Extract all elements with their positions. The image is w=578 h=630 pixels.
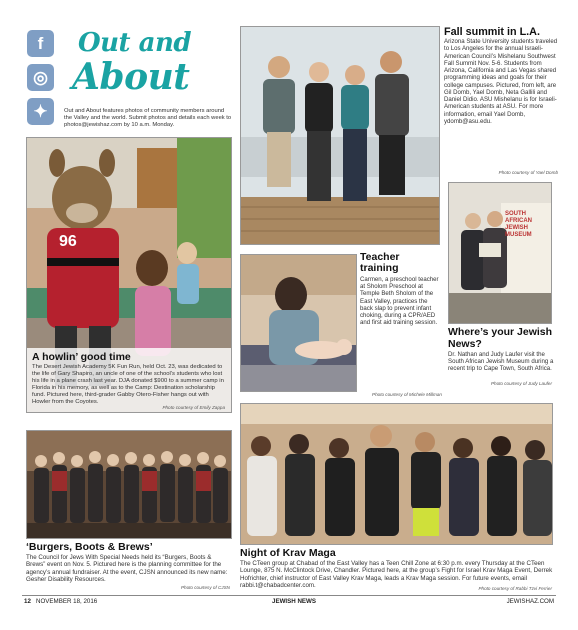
teacher-training-photo [240,254,357,392]
krav-maga-body: The CTeen group at Chabad of the East Valley has a Teen Chill Zone at 6:30 p.m. every Thursday at the CTeen Lounge, 875 N. McClintock Drive, Chandler. Pictured here, at the group’s Fight for Israel Krav Maga Event, Derrek Hofrichter, chief instructor of East Valley Krav Maga, leads a Krav Maga session. For future events, email rabbi.t@chabadcenter.com. [240,560,553,589]
jewish-news-headline: Where’s your Jewish News? [448,326,553,350]
jersey-number: 96 [59,233,77,250]
burgers-body: The Council for Jews With Special Needs held its “Burgers, Boots & Brews” event on Nov. 5. Pictured here is the planning committee for the agency’s annual fundraiser. At the event, CJSN announced its new name: Gesher Disability Resources. [26,554,228,583]
jewish-news-body: Dr. Nathan and Judy Laufer visit the South African Jewish Museum during a recent trip to Cape Town, South Africa. [448,351,554,373]
burgers-headline: ‘Burgers, Boots & Brews’ [26,541,153,553]
footer-rule [22,595,556,596]
jewish-news-photo [448,182,552,324]
krav-maga-photo [240,403,553,545]
fun-run-headline: A howlin’ good time [32,351,131,363]
la-credit: Photo courtesy of Yael Domb [498,170,558,175]
teacher-body: Carmen, a preschool teacher at Sholom Preschool at Temple Beth Sholom of the East Valley, practices the back slap to prevent infant choking, during a CPR/AED and first aid training session. [360,276,439,327]
footer-website[interactable]: JEWISHAZ.COM [506,598,554,605]
instagram-icon[interactable] [27,64,54,91]
burgers-photo [26,430,232,539]
fun-run-photo [26,137,232,413]
teacher-credit: Photo courtesy of Michele Millman [372,392,442,397]
masthead [68,26,228,106]
twitter-icon[interactable] [27,98,54,125]
la-headline: Fall summit in L.A. [444,26,540,38]
footer-publication: JEWISH NEWS [272,598,317,605]
footer-page-number: 12 [24,598,31,605]
fun-run-caption [27,348,231,412]
burgers-credit: Photo courtesy of CJSN [180,585,230,590]
twitter-glyph: ✦ [33,101,48,121]
facebook-icon[interactable] [27,30,54,57]
krav-maga-headline: Night of Krav Maga [240,547,336,559]
teacher-headline: Teacher training [360,251,400,274]
footer [22,597,556,607]
instagram-glyph: ◎ [33,67,48,87]
krav-maga-credit: Photo courtesy of Rabbi Tzvi Ferrier [478,586,552,591]
museum-sign: SOUTH AFRICAN JEWISH MUSEUM [505,211,532,238]
masthead-line2: About [72,56,190,98]
la-body: Arizona State University students traveled to Los Angeles for the annual Israeli-American Council’s Mishelanu Southwest Fall Summit Nov. 5-6. Students from Arizona, California and Las Vegas shared programming ideas and goals for their college campuses. Pictured, from left, are Gil Domb, Yael Domb, Neta Gallili and Daniel Didio. ASU Mishelanu is for Israeli-American students at ASU. For more information, email Yael Domb, ydomb@asu.edu. [444,38,558,125]
jewish-news-credit: Photo courtesy of Judy Laufer [490,381,552,386]
la-summit-photo [240,26,440,245]
fun-run-body: The Desert Jewish Academy 5K Fun Run, held Oct. 23, was dedicated to the life of Gary Shapiro, an uncle of one of the school’s students who lost his life in a plane crash last year. DJA donated $900 to a summer camp in Florida in his memory, as well as to the Camp: Destination scholarship fund. Pictured here, third-grader Gabby Otero-Fisher hangs out with Howler from the Coyotes. [32,364,224,405]
fun-run-credit: Photo courtesy of Emily Zappa [162,405,225,410]
masthead-line1: Out and [78,28,192,58]
facebook-glyph: f [37,33,44,53]
masthead-intro: Out and About features photos of community members around the Valley and the world. Submit photos and details each week to photos@jewishaz.com by 10 a.m. Monday. [64,108,232,128]
footer-date: NOVEMBER 18, 2016 [36,598,98,605]
